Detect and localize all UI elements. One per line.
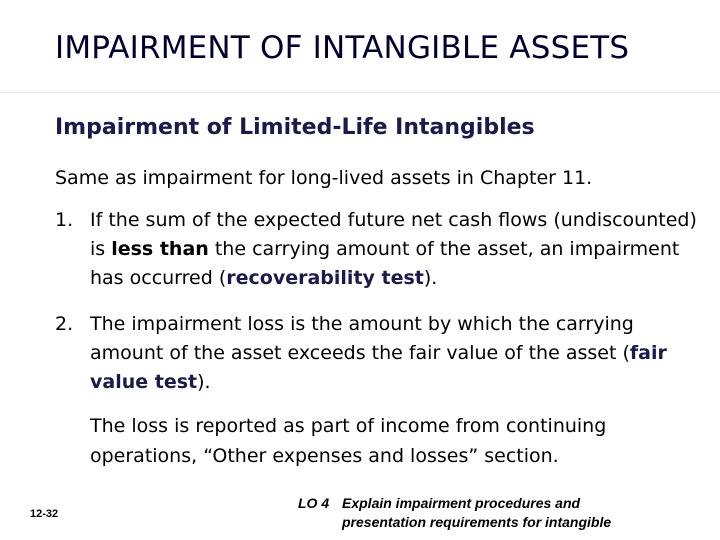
learning-objective bbox=[298, 494, 720, 532]
text-segment: ). bbox=[197, 371, 211, 393]
term-fair-value-test: fair value test bbox=[90, 342, 667, 393]
lo-line-1: Explain impairment procedures and bbox=[342, 495, 581, 511]
list-item-text bbox=[90, 206, 710, 293]
lo-line-2: presentation requirements for intangible bbox=[342, 514, 612, 530]
emphasis-text: less than bbox=[111, 238, 209, 260]
lo-label: LO 4 bbox=[298, 495, 330, 511]
term-recoverability-test: recoverability test bbox=[226, 267, 424, 289]
page-number: 12-32 bbox=[30, 508, 59, 520]
text-segment: The impairment loss is the amount by which the carrying amount of the asset exceeds the fair value of the asset ( bbox=[90, 313, 634, 364]
note-text: The loss is reported as part of income from continuing operations, “Other expenses and losses” section. bbox=[90, 415, 607, 467]
text-segment: the carrying amount of the asset, an impairment has occurred ( bbox=[90, 238, 680, 289]
text-segment: ). bbox=[423, 267, 438, 289]
slide-header bbox=[0, 0, 720, 92]
intro-text: Same as impairment for long-lived assets in Chapter 11. bbox=[55, 167, 593, 189]
list-number: 2. bbox=[55, 313, 74, 335]
header-divider bbox=[0, 92, 720, 93]
list-item-text bbox=[90, 310, 710, 397]
section-heading: Impairment of Limited-Life Intangibles bbox=[55, 115, 535, 140]
list-number: 1. bbox=[55, 209, 74, 231]
slide-title: IMPAIRMENT OF INTANGIBLE ASSETS bbox=[55, 30, 630, 66]
text-segment: If the sum of the expected future net cash flows (undiscounted) is bbox=[90, 209, 697, 260]
